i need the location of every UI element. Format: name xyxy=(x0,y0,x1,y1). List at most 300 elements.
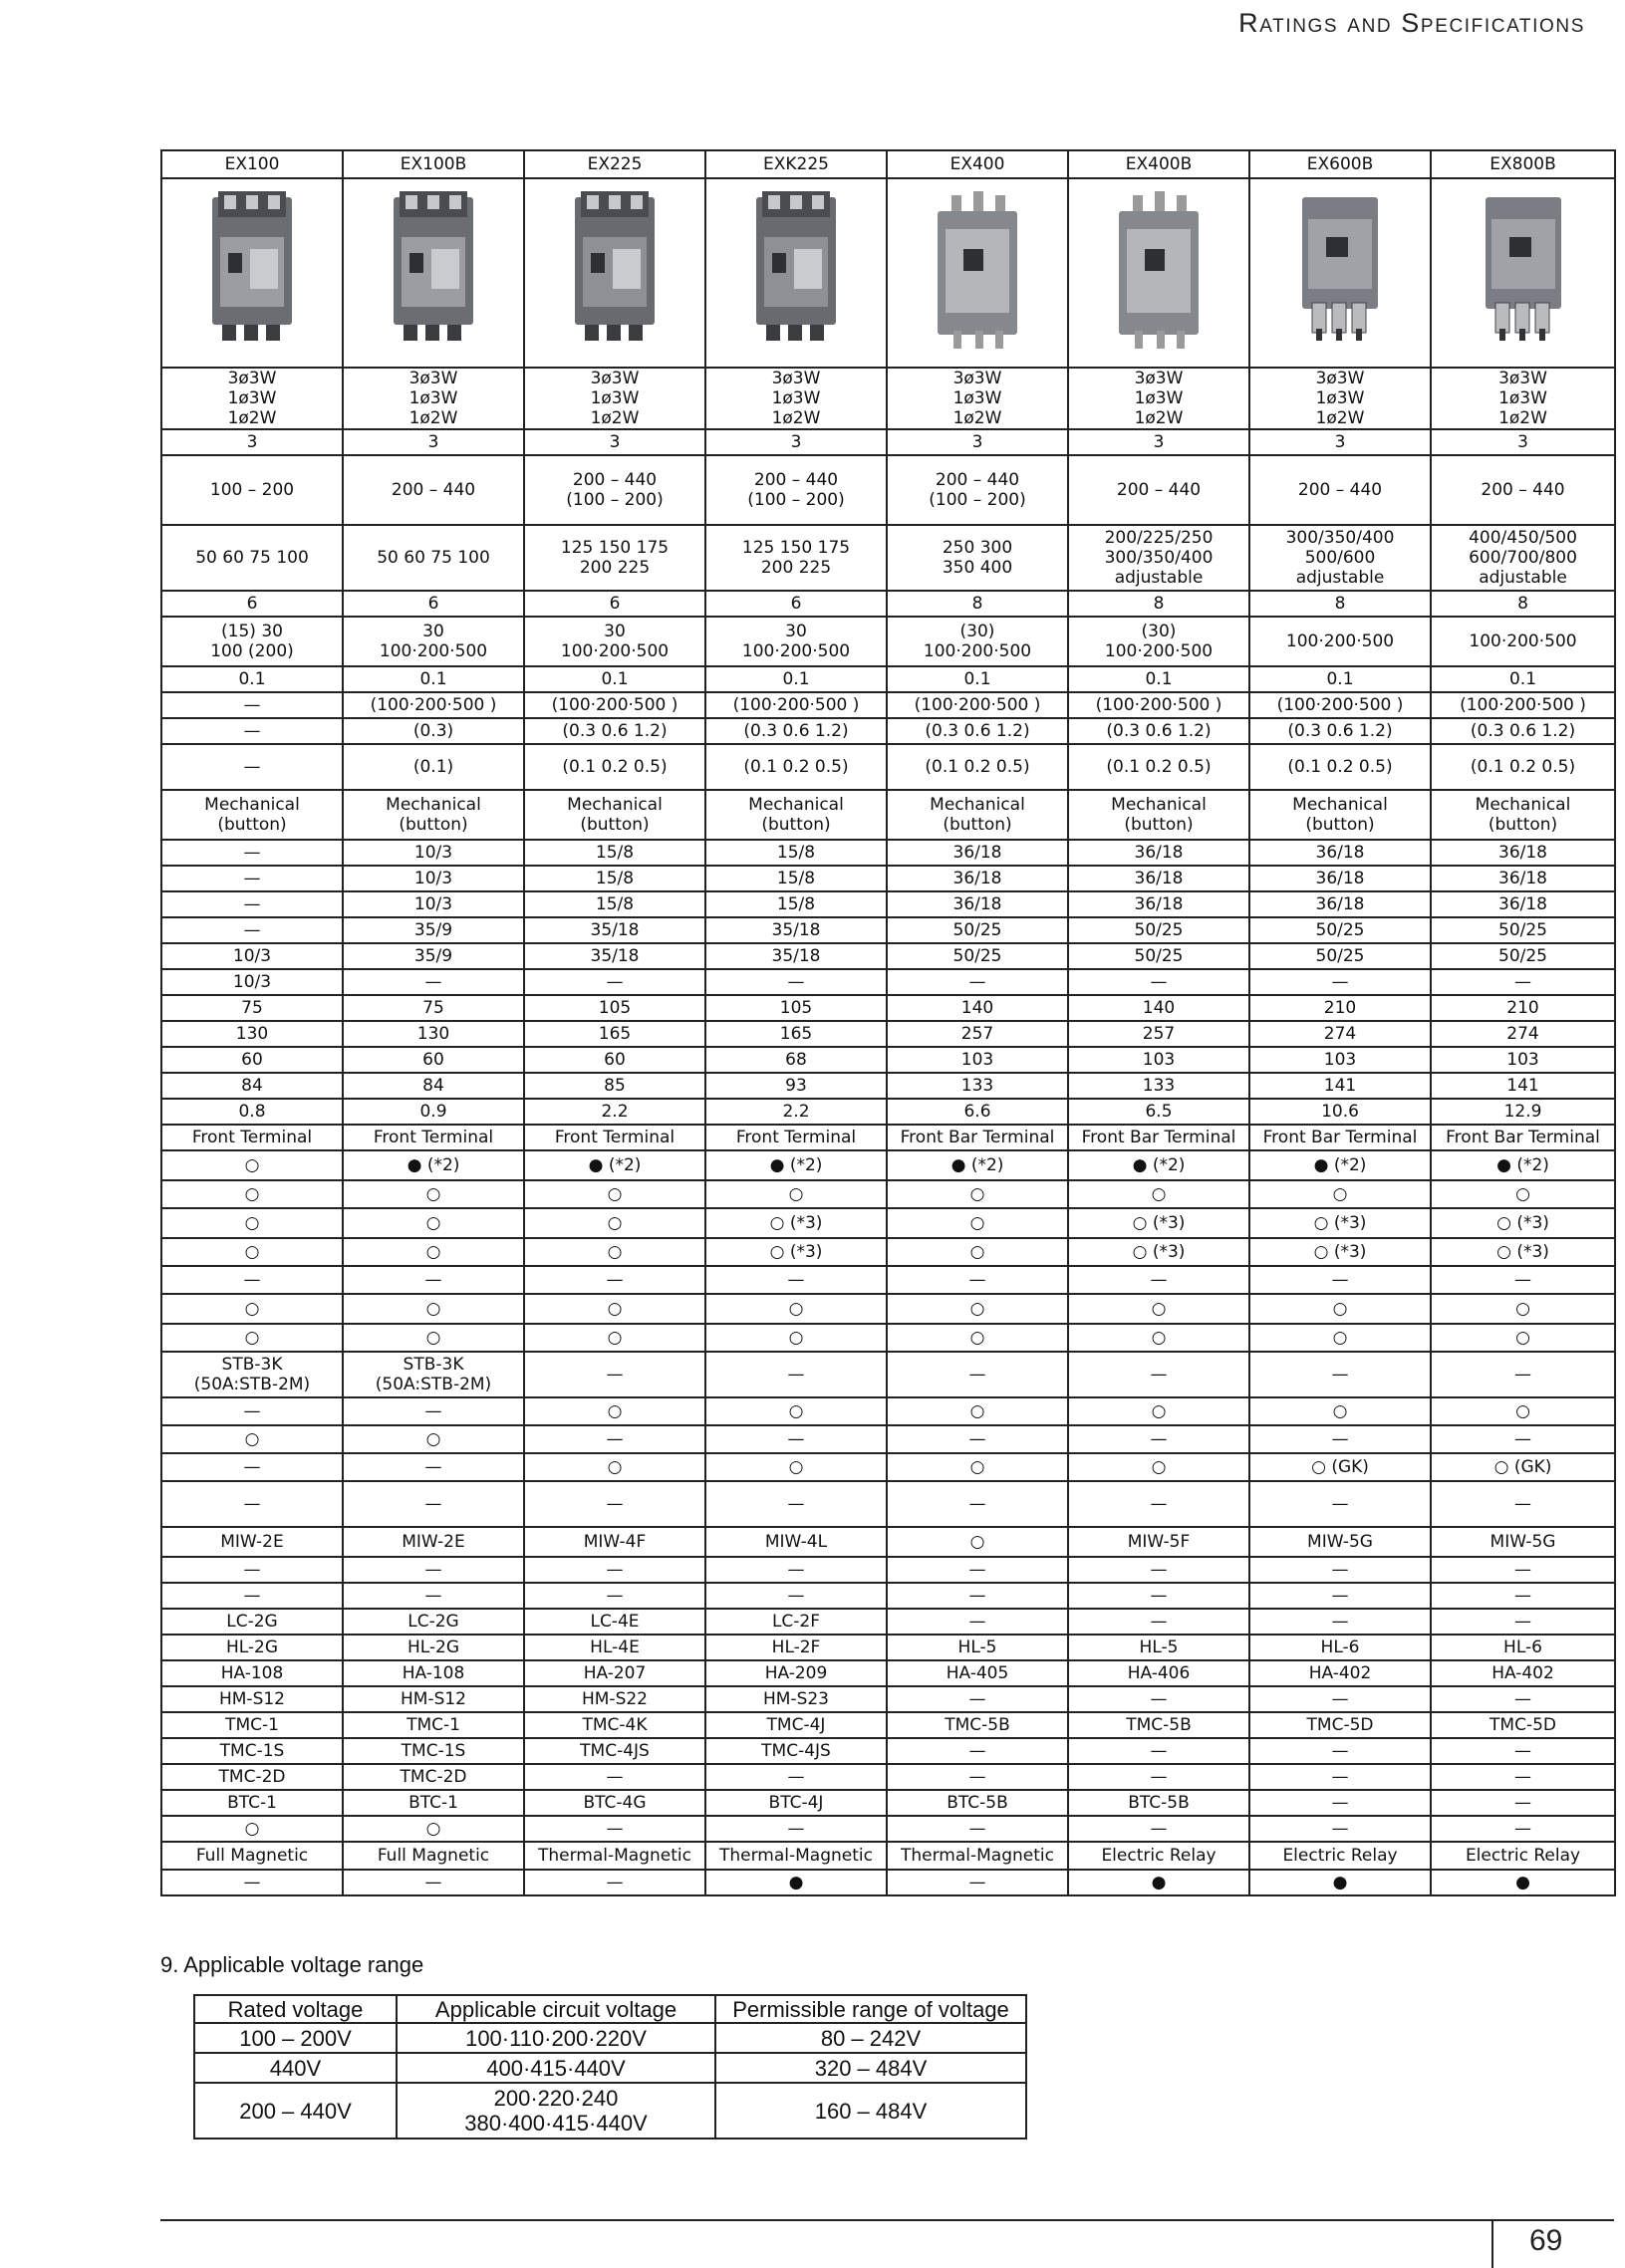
spec-cell: ○ xyxy=(343,1425,524,1453)
spec-cell: — xyxy=(705,1352,887,1397)
spec-cell: 35/18 xyxy=(524,917,705,943)
spec-cell: 50/25 xyxy=(1068,943,1249,969)
spec-row xyxy=(161,790,1615,840)
model-header: EX100B xyxy=(343,150,524,178)
spec-cell: 200 – 440 (100 – 200) xyxy=(705,455,887,525)
spec-cell: HA-406 xyxy=(1068,1660,1249,1686)
spec-cell: 140 xyxy=(1068,995,1249,1021)
spec-cell: — xyxy=(887,1609,1068,1635)
spec-cell: — xyxy=(1431,1266,1615,1294)
spec-cell: (100·200·500 ) xyxy=(1068,692,1249,718)
spec-cell: 3 xyxy=(1431,429,1615,455)
spec-cell: — xyxy=(1249,1738,1431,1764)
spec-cell: 50/25 xyxy=(1431,917,1615,943)
spec-cell: — xyxy=(705,1583,887,1609)
spec-cell: — xyxy=(887,1583,1068,1609)
spec-cell: 50/25 xyxy=(1249,943,1431,969)
spec-cell: HL-2G xyxy=(343,1635,524,1660)
spec-cell: — xyxy=(887,1764,1068,1790)
spec-cell: 8 xyxy=(1431,591,1615,617)
spec-row xyxy=(161,1609,1615,1635)
spec-row xyxy=(161,891,1615,917)
spec-row xyxy=(161,1238,1615,1266)
spec-cell: (0.3 0.6 1.2) xyxy=(1431,718,1615,744)
spec-cell: Electric Relay xyxy=(1431,1842,1615,1870)
spec-cell: 36/18 xyxy=(1431,866,1615,891)
spec-row xyxy=(161,1686,1615,1712)
spec-cell: TMC-4J xyxy=(705,1712,887,1738)
spec-cell: 3ø3W 1ø3W 1ø2W xyxy=(1068,368,1249,429)
spec-row xyxy=(161,943,1615,969)
spec-cell: ○ xyxy=(887,1324,1068,1352)
spec-cell: 30 100·200·500 xyxy=(705,617,887,666)
spec-cell: (0.3) xyxy=(343,718,524,744)
spec-cell: HM-S12 xyxy=(161,1686,343,1712)
spec-cell: — xyxy=(1068,1686,1249,1712)
spec-cell: ○ xyxy=(1249,1180,1431,1208)
spec-cell: 130 xyxy=(161,1021,343,1047)
spec-cell: TMC-5B xyxy=(1068,1712,1249,1738)
photo-cell xyxy=(1249,178,1431,368)
spec-cell: — xyxy=(1068,1557,1249,1583)
spec-cell: 6 xyxy=(161,591,343,617)
spec-row xyxy=(161,840,1615,866)
voltage-cell: 100 – 200V xyxy=(194,2023,397,2053)
spec-cell: — xyxy=(161,866,343,891)
spec-row xyxy=(161,1125,1615,1150)
spec-cell: 0.1 xyxy=(524,666,705,692)
spec-cell: 3ø3W 1ø3W 1ø2W xyxy=(343,368,524,429)
spec-row xyxy=(161,1208,1615,1238)
spec-cell: 8 xyxy=(1249,591,1431,617)
footer-separator xyxy=(1491,2219,1493,2268)
spec-cell: ○ xyxy=(705,1294,887,1324)
model-header: EX400 xyxy=(887,150,1068,178)
spec-cell: Thermal-Magnetic xyxy=(705,1842,887,1870)
spec-cell: 125 150 175 200 225 xyxy=(705,525,887,591)
spec-cell: 3 xyxy=(1068,429,1249,455)
spec-row xyxy=(161,1635,1615,1660)
spec-row xyxy=(161,1425,1615,1453)
spec-cell: 133 xyxy=(887,1073,1068,1099)
spec-cell: 141 xyxy=(1249,1073,1431,1099)
spec-cell: (100·200·500 ) xyxy=(343,692,524,718)
spec-cell: — xyxy=(1068,1583,1249,1609)
spec-cell: 84 xyxy=(343,1073,524,1099)
spec-cell: 257 xyxy=(887,1021,1068,1047)
spec-cell: Front Terminal xyxy=(705,1125,887,1150)
spec-cell: — xyxy=(343,1397,524,1425)
spec-cell: ○ (*3) xyxy=(1431,1208,1615,1238)
spec-cell: ○ xyxy=(524,1324,705,1352)
spec-cell: HA-207 xyxy=(524,1660,705,1686)
voltage-header: Applicable circuit voltage xyxy=(397,1995,715,2023)
spec-cell: ○ xyxy=(161,1208,343,1238)
spec-cell: Mechanical (button) xyxy=(1249,790,1431,840)
spec-cell: — xyxy=(887,1557,1068,1583)
spec-cell: 125 150 175 200 225 xyxy=(524,525,705,591)
spec-cell: ○ xyxy=(705,1397,887,1425)
spec-cell: — xyxy=(1068,1609,1249,1635)
spec-cell: 10/3 xyxy=(161,969,343,995)
spec-cell: 2.2 xyxy=(705,1099,887,1125)
spec-cell: TMC-2D xyxy=(343,1764,524,1790)
spec-row xyxy=(161,455,1615,525)
spec-cell: HA-209 xyxy=(705,1660,887,1686)
voltage-table xyxy=(193,1994,1027,2140)
spec-cell: 50/25 xyxy=(1068,917,1249,943)
spec-cell: — xyxy=(887,1425,1068,1453)
spec-cell: — xyxy=(343,1870,524,1895)
spec-cell: — xyxy=(524,1557,705,1583)
spec-row xyxy=(161,368,1615,429)
spec-cell: 36/18 xyxy=(1068,891,1249,917)
spec-cell: 3ø3W 1ø3W 1ø2W xyxy=(1431,368,1615,429)
spec-cell: TMC-1S xyxy=(161,1738,343,1764)
spec-cell: — xyxy=(1249,1557,1431,1583)
spec-cell: — xyxy=(161,1397,343,1425)
spec-cell: 100·200·500 xyxy=(1431,617,1615,666)
photo-cell xyxy=(343,178,524,368)
spec-cell: — xyxy=(524,1816,705,1842)
spec-cell: — xyxy=(161,718,343,744)
spec-cell: MIW-5G xyxy=(1249,1527,1431,1557)
spec-cell: HA-405 xyxy=(887,1660,1068,1686)
voltage-header-row xyxy=(194,1995,1026,2023)
spec-cell: — xyxy=(1249,1481,1431,1527)
voltage-cell: 320 – 484V xyxy=(715,2053,1026,2083)
voltage-cell: 200·220·240 380·400·415·440V xyxy=(397,2083,715,2139)
spec-cell: HL-2F xyxy=(705,1635,887,1660)
spec-cell: HL-5 xyxy=(887,1635,1068,1660)
spec-cell: ○ xyxy=(887,1238,1068,1266)
spec-cell: STB-3K (50A:STB-2M) xyxy=(343,1352,524,1397)
voltage-cell: 400·415·440V xyxy=(397,2053,715,2083)
spec-cell: 15/8 xyxy=(705,866,887,891)
spec-cell: — xyxy=(705,1266,887,1294)
spec-row xyxy=(161,1397,1615,1425)
spec-cell: ○ xyxy=(343,1324,524,1352)
spec-row xyxy=(161,995,1615,1021)
spec-cell: ○ xyxy=(705,1180,887,1208)
spec-cell: Front Bar Terminal xyxy=(887,1125,1068,1150)
spec-cell: MIW-4F xyxy=(524,1527,705,1557)
spec-cell: HA-108 xyxy=(343,1660,524,1686)
spec-cell: MIW-5G xyxy=(1431,1527,1615,1557)
spec-cell: — xyxy=(524,1352,705,1397)
spec-row xyxy=(161,1352,1615,1397)
spec-cell: 50 60 75 100 xyxy=(343,525,524,591)
spec-cell: 35/18 xyxy=(705,943,887,969)
breaker-photo xyxy=(380,191,487,351)
spec-cell: ● xyxy=(705,1870,887,1895)
spec-cell: ○ (*3) xyxy=(1431,1238,1615,1266)
spec-cell: — xyxy=(1068,1352,1249,1397)
spec-cell: — xyxy=(1431,1425,1615,1453)
spec-cell: HM-S12 xyxy=(343,1686,524,1712)
voltage-cell: 100·110·200·220V xyxy=(397,2023,715,2053)
spec-cell: — xyxy=(524,1583,705,1609)
photo-cell xyxy=(161,178,343,368)
spec-cell: 50 60 75 100 xyxy=(161,525,343,591)
spec-cell: ○ xyxy=(524,1180,705,1208)
spec-cell: TMC-2D xyxy=(161,1764,343,1790)
spec-cell: ● xyxy=(1431,1870,1615,1895)
spec-cell: 3ø3W 1ø3W 1ø2W xyxy=(1249,368,1431,429)
spec-cell: — xyxy=(161,891,343,917)
spec-cell: HL-5 xyxy=(1068,1635,1249,1660)
spec-cell: — xyxy=(1431,1557,1615,1583)
spec-row xyxy=(161,718,1615,744)
voltage-cell: 160 – 484V xyxy=(715,2083,1026,2139)
breaker-photo xyxy=(1470,191,1577,351)
spec-row xyxy=(161,1870,1615,1895)
voltage-cell: 80 – 242V xyxy=(715,2023,1026,2053)
spec-cell: — xyxy=(1249,1352,1431,1397)
photo-cell xyxy=(1068,178,1249,368)
spec-row xyxy=(161,1294,1615,1324)
spec-cell: — xyxy=(343,1453,524,1481)
spec-cell: ○ xyxy=(161,1238,343,1266)
spec-cell: HA-402 xyxy=(1249,1660,1431,1686)
spec-cell: — xyxy=(161,1453,343,1481)
spec-cell: (30) 100·200·500 xyxy=(1068,617,1249,666)
spec-cell: (15) 30 100 (200) xyxy=(161,617,343,666)
spec-cell: — xyxy=(1249,1764,1431,1790)
spec-cell: 210 xyxy=(1431,995,1615,1021)
spec-cell: Thermal-Magnetic xyxy=(524,1842,705,1870)
spec-row xyxy=(161,1738,1615,1764)
spec-cell: ○ xyxy=(161,1150,343,1180)
spec-row xyxy=(161,666,1615,692)
spec-cell: — xyxy=(1068,1481,1249,1527)
spec-cell: 274 xyxy=(1249,1021,1431,1047)
spec-cell: — xyxy=(1249,1583,1431,1609)
spec-cell: 36/18 xyxy=(1249,866,1431,891)
spec-cell: 130 xyxy=(343,1021,524,1047)
spec-cell: HL-6 xyxy=(1249,1635,1431,1660)
spec-cell: ○ xyxy=(705,1324,887,1352)
breaker-photo xyxy=(198,191,306,351)
spec-cell: 15/8 xyxy=(705,840,887,866)
spec-cell: ○ xyxy=(887,1527,1068,1557)
spec-cell: 274 xyxy=(1431,1021,1615,1047)
spec-table xyxy=(160,149,1616,1896)
spec-cell: (0.3 0.6 1.2) xyxy=(524,718,705,744)
spec-cell: 12.9 xyxy=(1431,1099,1615,1125)
spec-cell: BTC-4J xyxy=(705,1790,887,1816)
spec-cell: HL-4E xyxy=(524,1635,705,1660)
spec-cell: 105 xyxy=(705,995,887,1021)
spec-cell: ○ xyxy=(1068,1180,1249,1208)
spec-cell: — xyxy=(1068,1266,1249,1294)
model-header: EX800B xyxy=(1431,150,1615,178)
spec-cell: ○ xyxy=(887,1294,1068,1324)
spec-cell: 35/9 xyxy=(343,917,524,943)
spec-cell: — xyxy=(343,969,524,995)
spec-cell: 93 xyxy=(705,1073,887,1099)
spec-cell: (100·200·500 ) xyxy=(887,692,1068,718)
spec-cell: 133 xyxy=(1068,1073,1249,1099)
spec-cell: — xyxy=(1431,1481,1615,1527)
page-number: 69 xyxy=(1529,2224,1563,2257)
spec-cell: Mechanical (button) xyxy=(887,790,1068,840)
spec-cell: ○ xyxy=(705,1453,887,1481)
spec-row xyxy=(161,1660,1615,1686)
spec-cell: MIW-2E xyxy=(343,1527,524,1557)
spec-row xyxy=(161,744,1615,790)
spec-cell: 3 xyxy=(705,429,887,455)
spec-cell: Front Bar Terminal xyxy=(1431,1125,1615,1150)
spec-cell: — xyxy=(161,840,343,866)
spec-cell: ● (*2) xyxy=(887,1150,1068,1180)
spec-cell: (100·200·500 ) xyxy=(1249,692,1431,718)
spec-cell: ○ xyxy=(1068,1324,1249,1352)
spec-cell: LC-2F xyxy=(705,1609,887,1635)
spec-cell: Electric Relay xyxy=(1249,1842,1431,1870)
spec-cell: — xyxy=(524,1764,705,1790)
spec-cell: — xyxy=(343,1481,524,1527)
spec-cell: 36/18 xyxy=(1068,866,1249,891)
spec-cell: 10/3 xyxy=(343,891,524,917)
spec-cell: Front Terminal xyxy=(343,1125,524,1150)
spec-cell: TMC-4JS xyxy=(705,1738,887,1764)
spec-cell: (0.1 0.2 0.5) xyxy=(1068,744,1249,790)
spec-cell: — xyxy=(1431,1816,1615,1842)
spec-cell: TMC-5D xyxy=(1431,1712,1615,1738)
spec-cell: ○ xyxy=(887,1397,1068,1425)
spec-cell: ○ xyxy=(1249,1294,1431,1324)
model-header: EX400B xyxy=(1068,150,1249,178)
spec-cell: 400/450/500 600/700/800 adjustable xyxy=(1431,525,1615,591)
spec-cell: (0.1 0.2 0.5) xyxy=(887,744,1068,790)
spec-row xyxy=(161,1816,1615,1842)
spec-cell: BTC-4G xyxy=(524,1790,705,1816)
spec-cell: 140 xyxy=(887,995,1068,1021)
spec-cell: 3 xyxy=(524,429,705,455)
spec-cell: — xyxy=(1249,1425,1431,1453)
spec-cell: 0.1 xyxy=(161,666,343,692)
spec-cell: — xyxy=(1068,1764,1249,1790)
spec-cell: ○ (GK) xyxy=(1249,1453,1431,1481)
spec-cell: (30) 100·200·500 xyxy=(887,617,1068,666)
spec-cell: — xyxy=(705,1816,887,1842)
spec-cell: ○ xyxy=(1068,1397,1249,1425)
spec-cell: 36/18 xyxy=(1431,840,1615,866)
spec-cell: ○ xyxy=(887,1208,1068,1238)
voltage-cell: 200 – 440V xyxy=(194,2083,397,2139)
voltage-header: Permissible range of voltage xyxy=(715,1995,1026,2023)
spec-cell: ○ xyxy=(887,1180,1068,1208)
model-header: EX100 xyxy=(161,150,343,178)
spec-cell: 15/8 xyxy=(524,891,705,917)
model-header: EXK225 xyxy=(705,150,887,178)
spec-cell: Mechanical (button) xyxy=(161,790,343,840)
spec-cell: (0.1 0.2 0.5) xyxy=(524,744,705,790)
spec-cell: Electric Relay xyxy=(1068,1842,1249,1870)
spec-cell: (100·200·500 ) xyxy=(524,692,705,718)
spec-cell: — xyxy=(1068,969,1249,995)
spec-cell: LC-4E xyxy=(524,1609,705,1635)
spec-cell: — xyxy=(161,1870,343,1895)
spec-cell: TMC-5D xyxy=(1249,1712,1431,1738)
spec-cell: BTC-1 xyxy=(343,1790,524,1816)
spec-cell: ○ xyxy=(1431,1180,1615,1208)
photo-cell xyxy=(524,178,705,368)
spec-cell: — xyxy=(524,969,705,995)
spec-cell: MIW-5F xyxy=(1068,1527,1249,1557)
spec-cell: — xyxy=(343,1266,524,1294)
spec-cell: TMC-4K xyxy=(524,1712,705,1738)
spec-cell: 60 xyxy=(343,1047,524,1073)
spec-cell: — xyxy=(705,1764,887,1790)
model-header: EX600B xyxy=(1249,150,1431,178)
spec-cell: 36/18 xyxy=(1431,891,1615,917)
spec-cell: ○ xyxy=(524,1208,705,1238)
spec-cell: ● (*2) xyxy=(524,1150,705,1180)
spec-cell: — xyxy=(887,1816,1068,1842)
section-title: 9. Applicable voltage range xyxy=(160,1952,424,1977)
spec-cell: MIW-4L xyxy=(705,1527,887,1557)
spec-cell: 0.8 xyxy=(161,1099,343,1125)
page-header: Ratings and Specifications xyxy=(1238,8,1585,38)
spec-cell: ● (*2) xyxy=(1068,1150,1249,1180)
spec-cell: — xyxy=(1431,969,1615,995)
spec-cell: HL-6 xyxy=(1431,1635,1615,1660)
spec-cell: 105 xyxy=(524,995,705,1021)
spec-row xyxy=(161,1180,1615,1208)
spec-cell: 35/18 xyxy=(524,943,705,969)
spec-cell: 15/8 xyxy=(524,840,705,866)
spec-cell: Front Bar Terminal xyxy=(1249,1125,1431,1150)
spec-cell: 85 xyxy=(524,1073,705,1099)
spec-cell: ○ xyxy=(1068,1453,1249,1481)
spec-cell: 3 xyxy=(161,429,343,455)
spec-cell: Full Magnetic xyxy=(161,1842,343,1870)
spec-cell: ● xyxy=(1068,1870,1249,1895)
spec-cell: — xyxy=(1249,1816,1431,1842)
spec-cell: ○ xyxy=(1431,1294,1615,1324)
spec-cell: ● (*2) xyxy=(705,1150,887,1180)
spec-row xyxy=(161,1324,1615,1352)
spec-cell: ○ xyxy=(161,1294,343,1324)
spec-cell: — xyxy=(343,1557,524,1583)
spec-cell: 103 xyxy=(1068,1047,1249,1073)
spec-cell: — xyxy=(161,917,343,943)
spec-cell: (0.3 0.6 1.2) xyxy=(705,718,887,744)
spec-cell: — xyxy=(161,1266,343,1294)
spec-cell: Mechanical (button) xyxy=(343,790,524,840)
spec-cell: — xyxy=(1431,1686,1615,1712)
spec-cell: 50/25 xyxy=(1249,917,1431,943)
spec-cell: 6 xyxy=(524,591,705,617)
spec-cell: BTC-5B xyxy=(1068,1790,1249,1816)
spec-cell: — xyxy=(161,692,343,718)
spec-cell: 200/225/250 300/350/400 adjustable xyxy=(1068,525,1249,591)
spec-cell: ○ (GK) xyxy=(1431,1453,1615,1481)
spec-cell: — xyxy=(1431,1352,1615,1397)
voltage-cell: 440V xyxy=(194,2053,397,2083)
photo-cell xyxy=(705,178,887,368)
spec-cell: 60 xyxy=(524,1047,705,1073)
spec-cell: 6.5 xyxy=(1068,1099,1249,1125)
spec-cell: LC-2G xyxy=(161,1609,343,1635)
spec-cell: 0.1 xyxy=(1068,666,1249,692)
spec-cell: ● (*2) xyxy=(343,1150,524,1180)
spec-cell: 0.1 xyxy=(705,666,887,692)
spec-cell: Mechanical (button) xyxy=(705,790,887,840)
spec-cell: ○ xyxy=(524,1294,705,1324)
